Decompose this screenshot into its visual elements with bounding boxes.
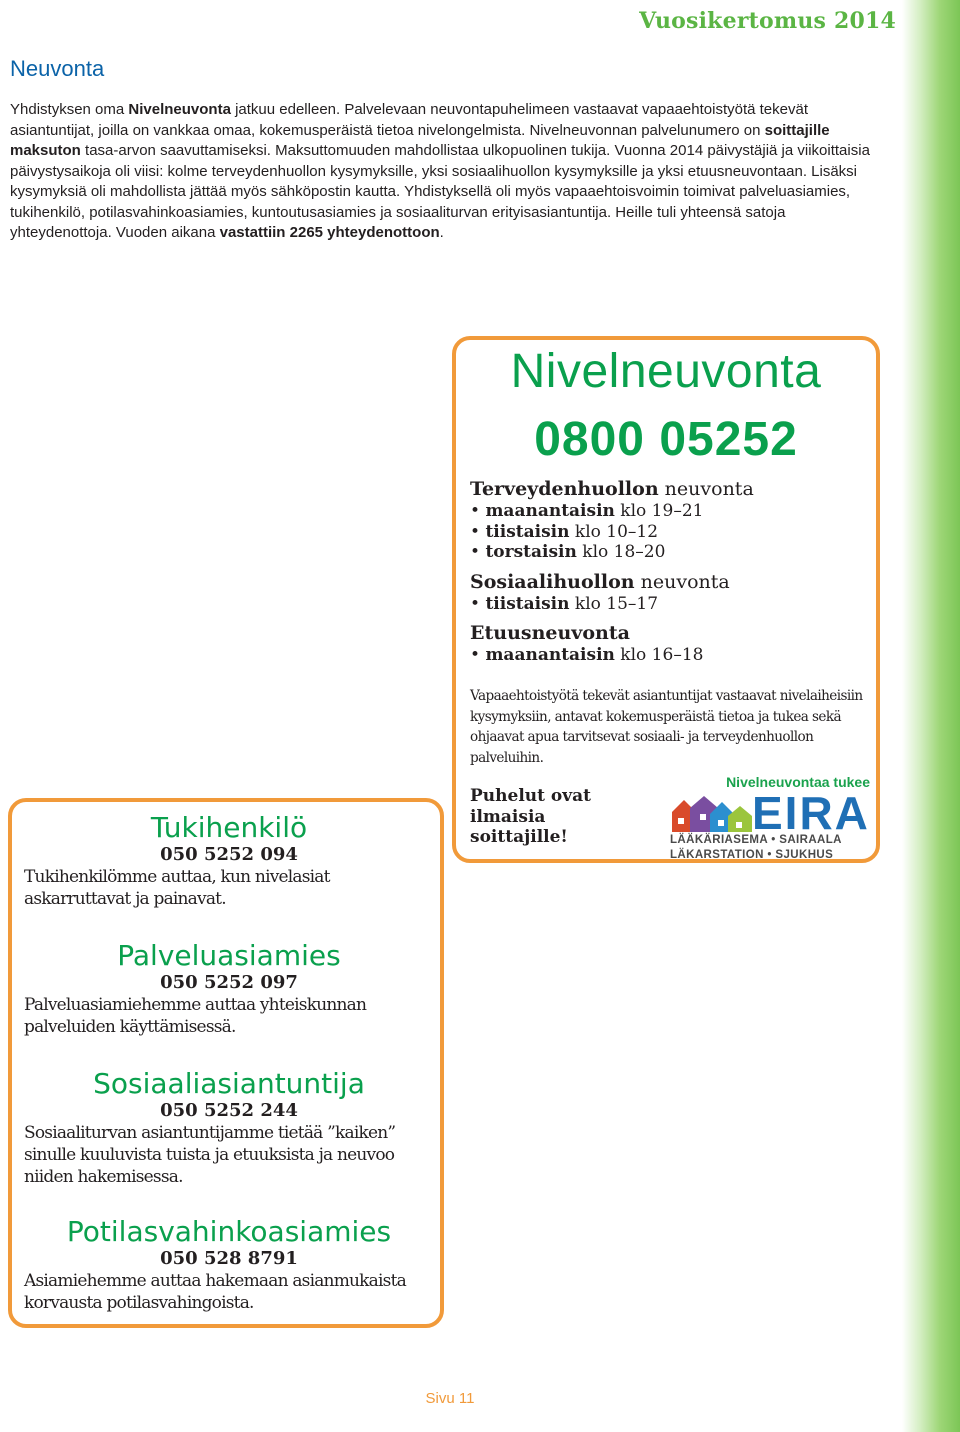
schedule-item bbox=[470, 501, 870, 522]
schedule-title-rest: neuvonta bbox=[634, 570, 730, 593]
schedule-group-title bbox=[470, 571, 870, 594]
schedule-item bbox=[470, 645, 870, 666]
intro-emphasis: soittajille maksuton bbox=[10, 121, 830, 159]
schedule-time: klo 15–17 bbox=[569, 593, 659, 614]
schedule-day: tiistaisin bbox=[485, 593, 570, 614]
contact-service-agent bbox=[24, 940, 434, 1038]
contact-phone: 050 528 8791 bbox=[160, 1248, 298, 1269]
schedule-group-social bbox=[470, 571, 870, 615]
report-title: Vuosikertomus 2014 bbox=[639, 8, 896, 34]
schedule-day: maanantaisin bbox=[485, 501, 615, 521]
sponsor-support-text: Nivelneuvontaa tukee bbox=[726, 774, 870, 790]
schedule-title-bold: Terveydenhuollon bbox=[470, 478, 659, 500]
section-heading: Neuvonta bbox=[10, 56, 105, 81]
schedule-group-benefits bbox=[470, 622, 870, 666]
contact-role: Sosiaaliasiantuntija bbox=[93, 1067, 365, 1100]
schedule-time: klo 19–21 bbox=[614, 501, 704, 521]
intro-emphasis: vastattiin 2265 yhteydenottoon bbox=[219, 224, 440, 241]
schedule-item bbox=[470, 542, 870, 563]
houses-logo-icon bbox=[670, 792, 760, 834]
contact-description: Tukihenkilömme auttaa, kun nivelasiat askarruttavat ja painavat. bbox=[24, 867, 330, 909]
page-number: Sivu 11 bbox=[425, 1390, 475, 1407]
intro-text: Yhdistyksen oma bbox=[10, 101, 129, 118]
schedule-time: klo 10–12 bbox=[569, 521, 659, 542]
contact-social-expert bbox=[24, 1068, 434, 1188]
bullet: • bbox=[470, 542, 486, 562]
schedule bbox=[470, 478, 870, 674]
sponsor-logo-word: EIRA bbox=[752, 787, 870, 839]
sponsor-tagline-sv: LÄKARSTATION • SJUKHUS bbox=[670, 849, 834, 861]
bullet: • bbox=[470, 645, 486, 665]
schedule-group-title bbox=[470, 622, 870, 645]
contact-role: Potilasvahinkoasiamies bbox=[66, 1215, 392, 1248]
schedule-title-bold: Etuusneuvonta bbox=[470, 622, 630, 644]
schedule-title-rest: neuvonta bbox=[658, 478, 754, 500]
sponsor-tagline-fi: LÄÄKÄRIASEMA • SAIRAALA bbox=[670, 834, 842, 846]
hotline-box bbox=[452, 336, 880, 863]
schedule-item bbox=[470, 594, 870, 615]
contact-description: Palveluasiamiehemme auttaa yhteiskunnan palveluiden käyttämisessä. bbox=[24, 995, 367, 1037]
contact-support-person bbox=[24, 812, 434, 910]
contacts-box bbox=[8, 798, 444, 1328]
contact-description: Sosiaaliturvan asiantuntijamme tietää ”kaiken” sinulle kuuluvista tuista ja etuuksista ja neuvoo niiden hakemisessa. bbox=[24, 1123, 396, 1187]
hotline-title: Nivelneuvonta bbox=[510, 345, 822, 398]
bullet: • bbox=[470, 593, 486, 614]
bullet: • bbox=[470, 501, 486, 521]
schedule-time: klo 18–20 bbox=[576, 542, 666, 562]
contact-role: Palveluasiamies bbox=[117, 939, 341, 972]
intro-text: jatkuu edelleen. Palvelevaan neuvontapuhelimeen vastaavat vapaaehtoistyötä tekevät asiantuntijat, joilla on vankkaa omaa, kokemusperäistä tietoa nivelongelmista. Nivelneuvonnan palvelunumero on bbox=[10, 101, 808, 139]
intro-emphasis: Nivelneuvonta bbox=[128, 101, 231, 118]
bullet: • bbox=[470, 521, 486, 542]
schedule-item bbox=[470, 522, 870, 543]
intro-text: . bbox=[439, 224, 444, 241]
contact-description: Asiamiehemme auttaa hakemaan asianmukaista korvausta potilasvahingoista. bbox=[24, 1271, 406, 1313]
intro-text: tasa-arvon saavuttamiseksi. Maksuttomuuden mahdollistaa ulkopuolinen tukija. Vuonna 2014 päivystäjiä ja viikoittaisia päivystysaikoja oli viisi: kolme terveydenhuollon kysymyksille, yksi sosiaalihuollon kysymyksille ja yksi etuusneuvontaan. Lisäksi kysymyksiä oli mahdollista jättää myös sähköpostin kautta. Yhdistyksellä oli myös vapaaehtoisvoimin toimivat palveluasiamies, tukihenkilö, potilasvahinkoasiamies, kuntoutusasiamies ja sosiaaliturvan erityisasiantuntija. Heille tuli yhteensä satoja yhteydenottoja. Vuoden aikana bbox=[10, 142, 870, 241]
schedule-day: maanantaisin bbox=[485, 645, 615, 665]
schedule-group-health bbox=[470, 478, 870, 563]
schedule-time: klo 16–18 bbox=[614, 645, 704, 665]
schedule-title-bold: Sosiaalihuollon bbox=[470, 570, 635, 593]
schedule-day: tiistaisin bbox=[485, 521, 570, 542]
decorative-side-bar bbox=[902, 0, 960, 1432]
contact-patient-injury-agent bbox=[24, 1216, 434, 1314]
schedule-day: torstaisin bbox=[485, 542, 577, 562]
contact-phone: 050 5252 094 bbox=[160, 844, 298, 865]
volunteer-description: Vapaaehtoistyötä tekevät asiantuntijat vastaavat nivelaiheisiin kysymyksiin, antavat kokemusperäistä tietoa ja tukea sekä ohjaavat apua tarvitsevat sosiaali- ja terveydenhuollon palveluihin. bbox=[470, 688, 863, 766]
hotline-phone-number: 0800 05252 bbox=[534, 413, 798, 466]
contact-phone: 050 5252 244 bbox=[160, 1100, 298, 1121]
sponsor-logo bbox=[670, 774, 870, 862]
contact-phone: 050 5252 097 bbox=[160, 972, 298, 993]
schedule-group-title bbox=[470, 478, 870, 501]
contact-role: Tukihenkilö bbox=[150, 811, 308, 844]
calls-free-note: Puhelut ovat ilmaisia soittajille! bbox=[470, 786, 591, 847]
intro-paragraph bbox=[10, 100, 890, 244]
